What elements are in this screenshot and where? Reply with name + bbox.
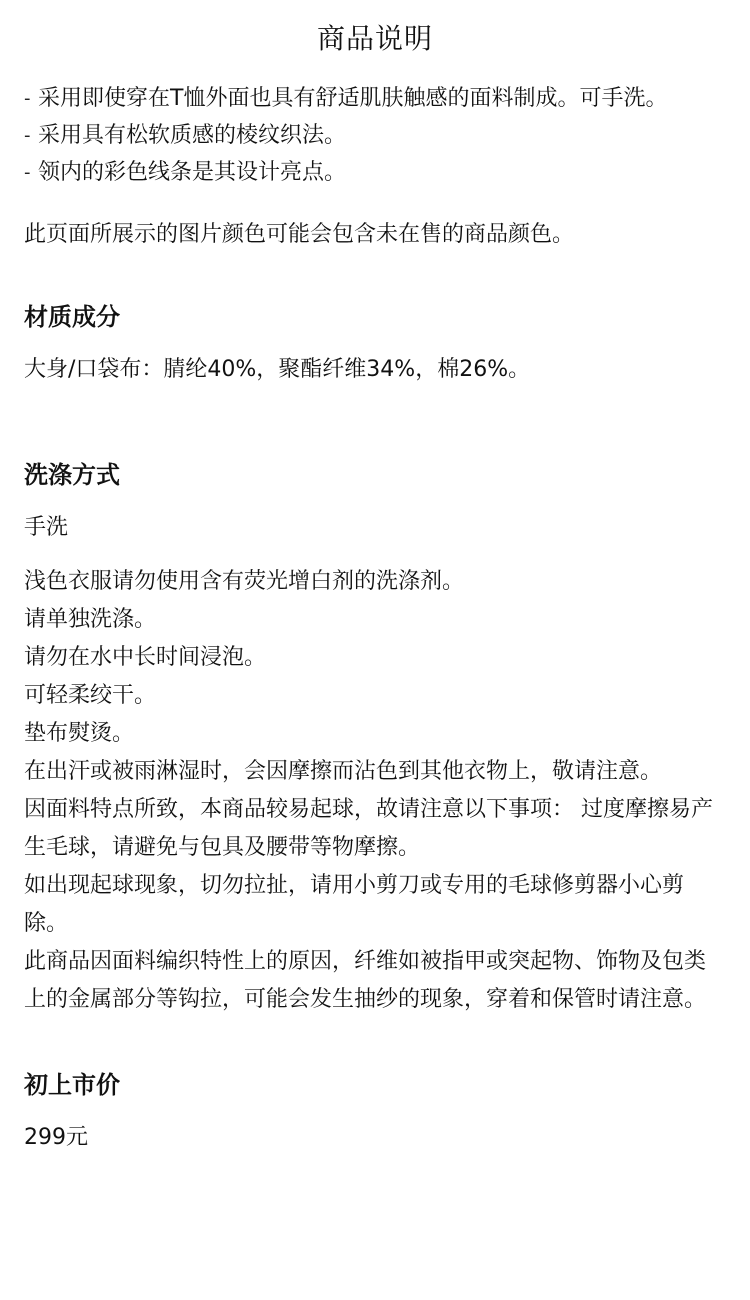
feature-text: 采用具有松软质感的棱纹织法。 bbox=[38, 123, 347, 148]
washing-method: 手洗 bbox=[24, 515, 69, 540]
feature-text: 采用即使穿在T恤外面也具有舒适肌肤触感的面料制成。可手洗。 bbox=[38, 86, 668, 111]
color-note: 此页面所展示的图片颜色可能会包含未在售的商品颜色。 bbox=[24, 222, 575, 247]
bullet-dash: - bbox=[24, 88, 31, 109]
washing-instruction: 请勿在水中长时间浸泡。 bbox=[24, 645, 267, 670]
bullet-dash: - bbox=[24, 162, 31, 183]
feature-item bbox=[24, 80, 726, 117]
washing-instruction: 可轻柔绞干。 bbox=[24, 683, 157, 708]
washing-instruction: 请单独洗涤。 bbox=[24, 607, 157, 632]
washing-instruction: 浅色衣服请勿使用含有荧光增白剂的洗涤剂。 bbox=[24, 569, 465, 594]
feature-item bbox=[24, 117, 726, 154]
material-heading: 材质成分 bbox=[24, 303, 120, 331]
washing-instruction: 此商品因面料编织特性上的原因，纤维如被指甲或突起物、饰物及包类上的金属部分等钩拉，可能会发生抽纱的现象，穿着和保管时请注意。 bbox=[24, 949, 707, 1012]
feature-item bbox=[24, 154, 726, 191]
bullet-dash: - bbox=[24, 125, 31, 146]
price-value: 299元 bbox=[24, 1125, 88, 1150]
material-text: 大身/口袋布：腈纶40%，聚酯纤维34%，棉26%。 bbox=[24, 357, 531, 382]
washing-instruction: 如出现起球现象，切勿拉扯，请用小剪刀或专用的毛球修剪器小心剪除。 bbox=[24, 873, 685, 936]
feature-text: 领内的彩色线条是其设计亮点。 bbox=[38, 160, 347, 185]
feature-list bbox=[24, 80, 726, 191]
washing-instructions bbox=[24, 563, 726, 1019]
page-title: 商品说明 bbox=[316, 22, 433, 55]
washing-instruction: 在出汗或被雨淋湿时，会因摩擦而沾色到其他衣物上，敬请注意。 bbox=[24, 759, 663, 784]
washing-heading: 洗涤方式 bbox=[24, 461, 120, 489]
price-heading: 初上市价 bbox=[24, 1071, 120, 1099]
washing-instruction: 因面料特点所致，本商品较易起球，故请注意以下事项： 过度摩擦易产生毛球，请避免与包具及腰带等物摩擦。 bbox=[24, 797, 713, 860]
washing-instruction: 垫布熨烫。 bbox=[24, 721, 135, 746]
